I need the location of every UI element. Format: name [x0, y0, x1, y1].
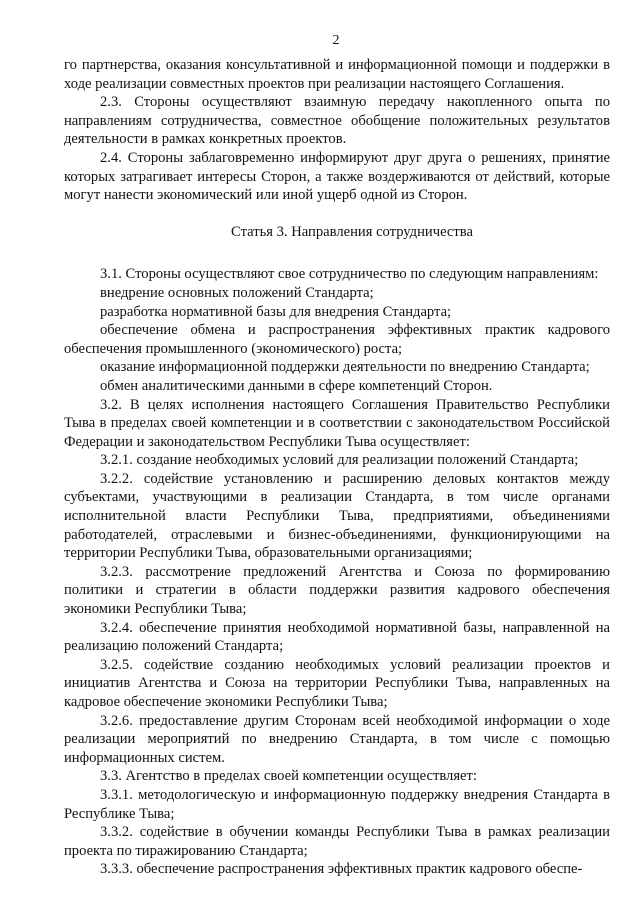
- clause-3-2-4: 3.2.4. обеспечение принятия необходимой нормативной базы, направленной на реализацию положений Стандарта;: [64, 619, 610, 655]
- clause-3-2: 3.2. В целях исполнения настоящего Соглашения Правительство Республики Тыва в пределах своей компетенции и в соответствии с законодательством Российской Федерации и законодательством Республики Тыва осуществляет:: [64, 396, 610, 450]
- clause-3-2-3: 3.2.3. рассмотрение предложений Агентства и Союза по формированию политики и стратегии в области поддержки развития кадрового обеспечения экономики Республики Тыва;: [64, 563, 610, 618]
- clause-3-3-1: 3.3.1. методологическую и информационную поддержку внедрения Стандарта в Республике Тыва;: [64, 786, 610, 822]
- clause-3-3-3: 3.3.3. обеспечение распространения эффективных практик кадрового обеспе-: [100, 861, 583, 878]
- list-item: внедрение основных положений Стандарта;: [100, 284, 374, 301]
- document-body: [64, 56, 610, 879]
- page-number: 2: [332, 33, 340, 48]
- list-item: обмен аналитическими данными в сфере компетенций Сторон.: [100, 377, 493, 394]
- clause-3-2-2: 3.2.2. содействие установлению и расширению деловых контактов между субъектами, участвующими в реализации Стандарта, в том числе органами исполнительной власти Республики Тыва, предприятиями, объединениями работодателей, отраслевыми и бизнес-объединениями, функционирующими на территории Республики Тыва, образовательными организациями;: [64, 470, 610, 562]
- clause-3-2-1: 3.2.1. создание необходимых условий для реализации положений Стандарта;: [100, 452, 579, 469]
- paragraph-2-3: 2.3. Стороны осуществляют взаимную передачу накопленного опыта по направлениям сотрудничества, совместное обобщение положительных результатов деятельности в рамках конкретных проектов.: [64, 94, 610, 148]
- clause-3-3: 3.3. Агентство в пределах своей компетенции осуществляет:: [100, 768, 477, 785]
- paragraph-2-4: 2.4. Стороны заблаговременно информируют друг друга о решениях, принятие которых затрагивает интересы Сторон, а также воздерживаются от действий, которые могут нанести экономический или иной ущерб одной из Сторон.: [64, 149, 610, 204]
- clause-3-2-6: 3.2.6. предоставление другим Сторонам всей необходимой информации о ходе реализации мероприятий по внедрению Стандарта, в том числе с помощью информационных систем.: [64, 712, 610, 766]
- paragraph: го партнерства, оказания консультативной и информационной помощи и поддержки в ходе реализации совместных проектов при реализации настоящего Соглашения.: [64, 57, 610, 92]
- list-item: разработка нормативной базы для внедрения Стандарта;: [100, 303, 452, 320]
- clause-3-2-5: 3.2.5. содействие созданию необходимых условий реализации проектов и инициатив Агентства и Союза на территории Республики Тыва, направленных на кадровое обеспечение экономики Республики Тыва;: [64, 656, 610, 710]
- clause-3-3-2: 3.3.2. содействие в обучении команды Республики Тыва в рамках реализации проекта по тиражированию Стандарта;: [64, 824, 610, 859]
- list-item: оказание информационной поддержки деятельности по внедрению Стандарта;: [100, 359, 590, 376]
- list-item: обеспечение обмена и распространения эффективных практик кадрового обеспечения промышленного (экономического) роста;: [64, 322, 610, 357]
- article-heading: Статья 3. Направления сотрудничества: [231, 223, 473, 240]
- clause-3-1: 3.1. Стороны осуществляют свое сотрудничество по следующим направлениям:: [100, 266, 599, 283]
